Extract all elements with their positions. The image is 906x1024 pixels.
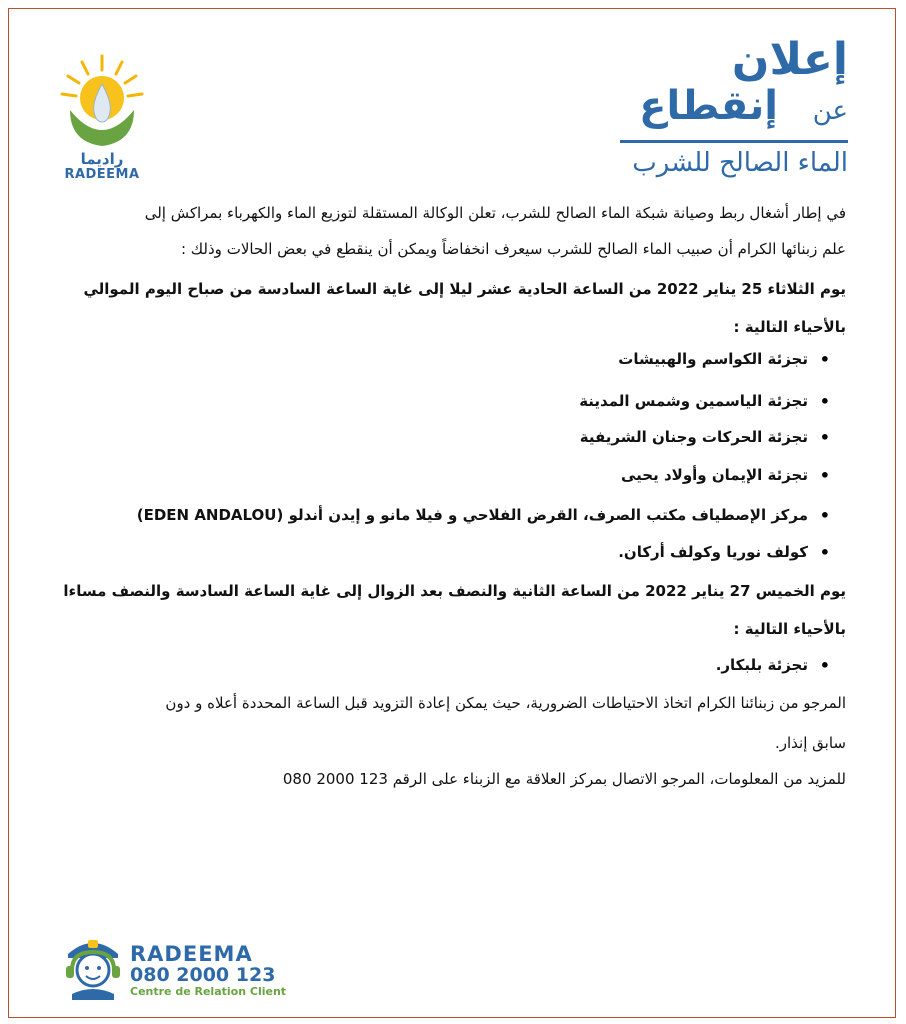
title-interruption: إنقطاع bbox=[639, 83, 778, 129]
title-divider bbox=[620, 140, 848, 143]
footer-brand: RADEEMA bbox=[130, 942, 253, 966]
bullet-icon: • bbox=[819, 428, 830, 447]
bullet-icon: • bbox=[819, 543, 830, 562]
title-announcement: إعلان bbox=[731, 34, 848, 85]
intro-line-2: علم زبنائها الكرام أن صبيب الماء الصالح للشرب سيعرف انخفاضاً ويمكن أن ينقطع في بعض الحالات وذلك : bbox=[180, 240, 846, 258]
logo-arabic-text: راديما bbox=[80, 150, 124, 168]
footer-phone-number: 080 2000 123 bbox=[130, 964, 276, 986]
bullet-icon: • bbox=[819, 506, 830, 525]
intro-line-1: في إطار أشغال ربط وصيانة شبكة الماء الصالح للشرب، تعلن الوكالة المستقلة لتوزيع الماء والكهرباء بمراكش إلى bbox=[144, 204, 846, 222]
day1-schedule: يوم الثلاثاء 25 يناير 2022 من الساعة الحادية عشر ليلا إلى غاية الساعة السادسة من صباح اليوم الموالي bbox=[83, 280, 846, 298]
bullet-icon: • bbox=[819, 656, 830, 675]
bullet-icon: • bbox=[819, 466, 830, 485]
list-item-text: تجزئة الحركات وجنان الشريفية bbox=[579, 428, 808, 446]
contact-line: للمزيد من المعلومات، المرجو الاتصال بمركز العلاقة مع الزبناء على الرقم 123 2000 080 bbox=[282, 770, 846, 788]
note-line-1: المرجو من زبنائنا الكرام اتخاذ الاحتياطات الضرورية، حيث يمكن إعادة التزويد قبل الساعة المحددة أعلاه و دون bbox=[165, 694, 846, 712]
footer-tagline: Centre de Relation Client bbox=[130, 985, 287, 998]
note-line-2: سابق إنذار. bbox=[775, 734, 846, 752]
day1-neighborhoods-label: بالأحياء التالية : bbox=[733, 318, 846, 336]
list-item-text: كولف نوريا وكولف أركان. bbox=[618, 543, 808, 561]
title-subject: الماء الصالح للشرب bbox=[632, 148, 848, 178]
list-item-text: تجزئة بلبكار. bbox=[715, 656, 808, 674]
day2-schedule: يوم الخميس 27 يناير 2022 من الساعة الثانية والنصف بعد الزوال إلى غاية الساعة السادسة والنصف مساءا bbox=[63, 582, 846, 600]
customer-service-agent-icon bbox=[60, 930, 126, 1002]
list-item-text: مركز الإصطياف مكتب الصرف، القرض الفلاحي و فيلا مانو و إيدن أندلو (EDEN ANDALOU) bbox=[136, 506, 808, 524]
logo-latin-text: RADEEMA bbox=[64, 167, 140, 182]
day2-neighborhoods-label: بالأحياء التالية : bbox=[733, 620, 846, 638]
list-item-text: تجزئة الإيمان وأولاد يحيى bbox=[620, 466, 808, 484]
list-item-text: تجزئة الكواسم والهبيشات bbox=[618, 350, 808, 368]
bullet-icon: • bbox=[819, 392, 830, 411]
list-item-text: تجزئة الياسمين وشمس المدينة bbox=[579, 392, 808, 410]
title-about: عن bbox=[812, 96, 848, 126]
bullet-icon: • bbox=[819, 350, 830, 369]
